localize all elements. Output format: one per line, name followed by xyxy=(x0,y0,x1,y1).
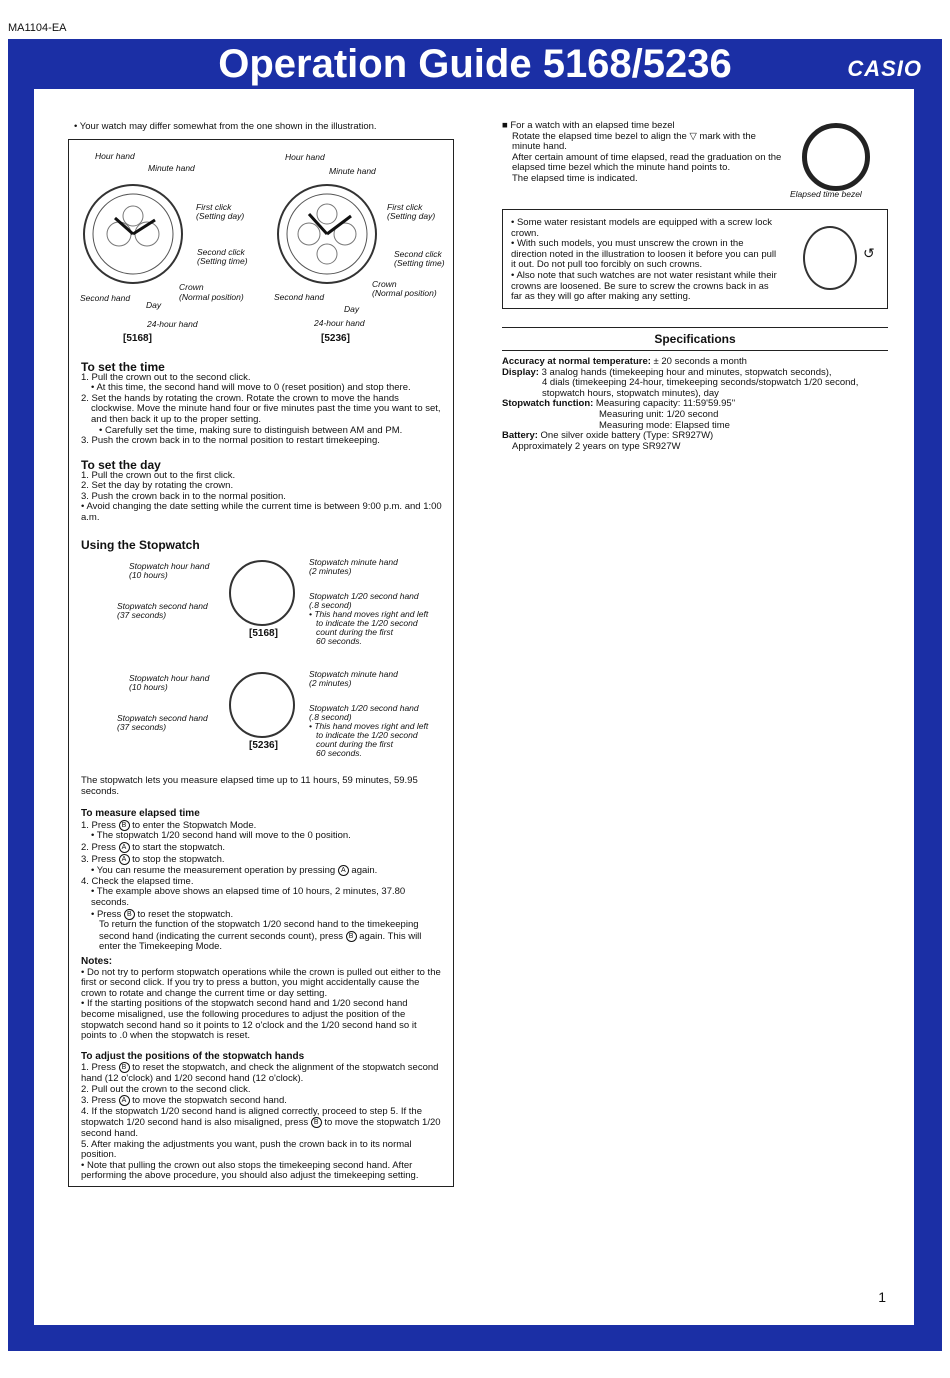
specifications-heading: Specifications xyxy=(502,327,888,351)
label-first-click: First click xyxy=(196,202,232,212)
text-line: After certain amount of time elapsed, read the graduation on the elapsed time bezel which the minute hand points to. xyxy=(512,151,782,174)
text-line: • Some water resistant models are equipped with a screw lock crown. xyxy=(511,217,772,239)
text-line: 3. Push the crown back in to the normal position to restart timekeeping. xyxy=(81,435,380,447)
label-sw-note: • This hand moves right and left xyxy=(309,721,429,731)
text-line: • Do not try to perform stopwatch operations while the crown is pulled out either to the first or second click. If you try to press a button, you might accidentally cause the crown to rotate and change the current time or day setting. xyxy=(81,966,441,999)
text-line: 3. Push the crown back in to the normal position. xyxy=(81,490,286,502)
text-line: • The example above shows an elapsed time of 10 hours, 2 minutes, 37.80 seconds. xyxy=(91,886,406,908)
text-line: Rotate the elapsed time bezel to align the ▽ mark with the minute hand. xyxy=(512,130,756,153)
button-a-icon: A xyxy=(119,854,130,865)
intro-text: • Your watch may differ somewhat from the one shown in the illustration. xyxy=(74,121,377,132)
model-label-5168: [5168] xyxy=(249,628,278,639)
label-second-click: Second click xyxy=(197,247,245,257)
page-title: Operation Guide 5168/5236 xyxy=(218,42,732,86)
text-line: ■ For a watch with an elapsed time bezel xyxy=(502,120,675,131)
spec-stopwatch-mode: Measuring mode: Elapsed time xyxy=(599,419,730,431)
label-sw-note: • This hand moves right and left xyxy=(309,609,429,619)
text-line: • Avoid changing the date setting while the current time is between 9:00 p.m. and 1:00 a.m. xyxy=(81,501,442,523)
label-sw-note: 60 seconds. xyxy=(316,636,362,646)
label-sw-20: Stopwatch 1/20 second hand xyxy=(309,703,419,713)
watch-face-icon xyxy=(279,186,375,282)
label-sw-minute-value: (2 minutes) xyxy=(309,566,352,576)
text-line: 3. Press A to move the stopwatch second hand. xyxy=(81,1095,287,1107)
button-b-icon: B xyxy=(119,1062,130,1073)
stopwatch-section xyxy=(81,538,443,552)
set-day-section xyxy=(81,460,443,524)
text-line: The elapsed time is indicated. xyxy=(512,172,638,184)
label-hour-hand: Hour hand xyxy=(285,152,325,162)
model-label-5168: [5168] xyxy=(123,333,152,344)
spec-accuracy: Accuracy at normal temperature: ± 20 seconds a month xyxy=(502,356,747,367)
stopwatch-diagram-5168 xyxy=(69,554,453,654)
button-b-icon: B xyxy=(311,1117,322,1128)
label-sw-hour: Stopwatch hour hand xyxy=(129,561,210,571)
label-second-hand: Second hand xyxy=(274,292,325,302)
text-line: To return the function of the stopwatch 1/20 second hand to the timekeeping second hand (indicating the current seconds count), press B again. This will enter the Timekeeping Mode. xyxy=(99,919,422,953)
left-panel xyxy=(68,139,454,1187)
label-sw-note: count during the first xyxy=(316,739,394,749)
text-line: • At this time, the second hand will move to 0 (reset position) and stop there. xyxy=(91,382,411,394)
label-elapsed-time-bezel: Elapsed time bezel xyxy=(790,189,862,199)
crown-diagram xyxy=(69,140,453,345)
spec-display: Display: 3 analog hands (timekeeping hour and minutes, stopwatch seconds), xyxy=(502,366,832,378)
label-24-hour-hand: 24-hour hand xyxy=(147,319,198,329)
label-day: Day xyxy=(146,300,162,310)
text-line: 5. After making the adjustments you want, push the crown back in to its normal position. xyxy=(81,1138,412,1161)
text-line: • If the starting positions of the stopwatch second hand and 1/20 second hand become misaligned, use the following procedures to adjust the position of the stopwatch second hand so it points to 12 o'clock and the 1/20 second hand so it points to .0 when the stopwatch is reset. xyxy=(81,998,417,1042)
stopwatch-5168-illustration xyxy=(229,560,295,626)
label-setting-time: (Setting time) xyxy=(394,258,445,268)
rotate-arrow-icon: ↺ xyxy=(863,245,875,261)
label-sw-second: Stopwatch second hand xyxy=(117,601,208,611)
label-sw-note: to indicate the 1/20 second xyxy=(316,618,418,628)
text-line: • The stopwatch 1/20 second hand will move to the 0 position. xyxy=(91,830,351,842)
text-line: 4. If the stopwatch 1/20 second hand is aligned correctly, proceed to step 5. If the stopwatch 1/20 second hand is also misaligned, press B to move the stopwatch 1/20 second hand. xyxy=(81,1105,441,1139)
stopwatch-5236-illustration xyxy=(229,672,295,738)
water-resistance-box xyxy=(502,209,888,309)
stopwatch-diagram-5236 xyxy=(69,666,453,766)
label-24-hour-hand: 24-hour hand xyxy=(314,318,365,328)
text-line: • Press B to reset the stopwatch. xyxy=(91,908,234,920)
text-line: 2. Set the hands by rotating the crown. Rotate the crown to move the hands clockwise. Move the minute hand four or five minutes past the time you want to set, and then back it up to the proper setting. xyxy=(81,392,441,425)
page-number: 1 xyxy=(878,1289,886,1305)
bezel-section xyxy=(502,120,892,199)
set-time-section xyxy=(81,362,443,447)
casio-logo: CASIO xyxy=(847,56,922,81)
label-normal-position: (Normal position) xyxy=(179,292,244,302)
bezel-watch-illustration xyxy=(802,123,870,191)
spec-battery: Battery: One silver oxide battery (Type: SR927W) xyxy=(502,430,714,442)
spec-stopwatch-unit: Measuring unit: 1/20 second xyxy=(599,408,719,420)
label-setting-day: (Setting day) xyxy=(196,211,245,221)
text-line: 1. Press B to reset the stopwatch, and check the alignment of the stopwatch second hand (12 o'clock) and 1/20 second hand (12 o'clock). xyxy=(81,1062,439,1084)
label-sw-second-value: (37 seconds) xyxy=(117,610,167,620)
label-crown: Crown xyxy=(179,282,204,292)
text-line: 1. Press B to enter the Stopwatch Mode. xyxy=(81,819,257,831)
triangle-mark-icon: ▽ xyxy=(689,130,697,142)
label-sw-hour-value: (10 hours) xyxy=(129,570,168,580)
label-sw-hour: Stopwatch hour hand xyxy=(129,673,210,683)
label-sw-minute: Stopwatch minute hand xyxy=(309,557,398,567)
label-sw-20-value: (.8 second) xyxy=(309,712,352,722)
adjust-heading: To adjust the positions of the stopwatch hands xyxy=(81,1050,305,1062)
label-setting-day: (Setting day) xyxy=(387,211,436,221)
stopwatch-body xyxy=(81,776,443,1182)
set-day-heading: To set the day xyxy=(81,458,161,472)
spec-display-detail: 4 dials (timekeeping 24-hour, timekeeping seconds/stopwatch 1/20 second, stopwatch hours, stopwatch minutes), day xyxy=(542,377,859,399)
label-crown: Crown xyxy=(372,279,397,289)
watch-5168-illustration xyxy=(83,184,183,284)
label-minute-hand: Minute hand xyxy=(329,166,376,176)
button-b-icon: B xyxy=(346,931,357,942)
label-sw-20-value: (.8 second) xyxy=(309,600,352,610)
model-label-5236: [5236] xyxy=(321,333,350,344)
label-sw-minute-value: (2 minutes) xyxy=(309,678,352,688)
text-line: • You can resume the measurement operation by pressing A again. xyxy=(91,865,378,877)
label-second-click: Second click xyxy=(394,249,442,259)
text-line: 1. Pull the crown out to the second click. xyxy=(81,371,251,383)
label-sw-second: Stopwatch second hand xyxy=(117,713,208,723)
watch-5236-illustration xyxy=(277,184,377,284)
button-b-icon: B xyxy=(124,909,135,920)
text-line: 2. Press A to start the stopwatch. xyxy=(81,842,226,853)
label-normal-position: (Normal position) xyxy=(372,288,437,298)
label-sw-note: to indicate the 1/20 second xyxy=(316,730,418,740)
label-sw-note: 60 seconds. xyxy=(316,748,362,758)
spec-battery-life: Approximately 2 years on type SR927W xyxy=(512,440,681,452)
measure-heading: To measure elapsed time xyxy=(81,808,200,820)
label-sw-note: count during the first xyxy=(316,627,394,637)
button-b-icon: B xyxy=(119,820,130,831)
model-label-5236: [5236] xyxy=(249,740,278,751)
label-setting-time: (Setting time) xyxy=(197,256,248,266)
screw-crown-watch-illustration xyxy=(803,226,857,290)
text-line: • Carefully set the time, making sure to distinguish between AM and PM. xyxy=(99,424,403,436)
button-a-icon: A xyxy=(119,842,130,853)
spec-stopwatch: Stopwatch function: Measuring capacity: 11:59'59.95" xyxy=(502,398,736,410)
text-line: 1. Pull the crown out to the first click. xyxy=(81,469,236,481)
label-minute-hand: Minute hand xyxy=(148,163,195,173)
text-line: 3. Press A to stop the stopwatch. xyxy=(81,853,225,865)
page-content xyxy=(34,89,914,1325)
text-line: • Note that pulling the crown out also stops the timekeeping second hand. After performing the above procedure, you should also adjust the timekeeping setting. xyxy=(81,1159,419,1182)
label-sw-20: Stopwatch 1/20 second hand xyxy=(309,591,419,601)
label-sw-second-value: (37 seconds) xyxy=(117,722,167,732)
text-line: 2. Pull out the crown to the second click. xyxy=(81,1083,251,1095)
specifications-list xyxy=(502,357,892,452)
text-line: 4. Check the elapsed time. xyxy=(81,875,194,887)
text-line: • Also note that such watches are not water resistant while their crowns are loosened. Be sure to screw the crowns back in as far as they will go after making any setting. xyxy=(511,269,777,303)
label-sw-minute: Stopwatch minute hand xyxy=(309,669,398,679)
label-day: Day xyxy=(344,304,360,314)
label-second-hand: Second hand xyxy=(80,293,131,303)
stopwatch-summary: The stopwatch lets you measure elapsed time up to 11 hours, 59 minutes, 59.95 seconds. xyxy=(81,775,418,797)
text-line: • With such models, you must unscrew the crown in the direction noted in the illustration to loosen it before you can pull it out. Do not pull too forcibly on such crowns. xyxy=(511,238,777,271)
watch-face-icon xyxy=(85,186,181,282)
page-frame xyxy=(8,39,942,1351)
button-a-icon: A xyxy=(338,865,349,876)
notes-heading: Notes: xyxy=(81,956,113,967)
stopwatch-heading: Using the Stopwatch xyxy=(81,538,200,552)
text-line: 2. Set the day by rotating the crown. xyxy=(81,480,234,492)
label-sw-hour-value: (10 hours) xyxy=(129,682,168,692)
label-hour-hand: Hour hand xyxy=(95,151,135,161)
label-first-click: First click xyxy=(387,202,423,212)
set-time-heading: To set the time xyxy=(81,360,165,374)
button-a-icon: A xyxy=(119,1095,130,1106)
document-code: MA1104-EA xyxy=(8,22,67,34)
